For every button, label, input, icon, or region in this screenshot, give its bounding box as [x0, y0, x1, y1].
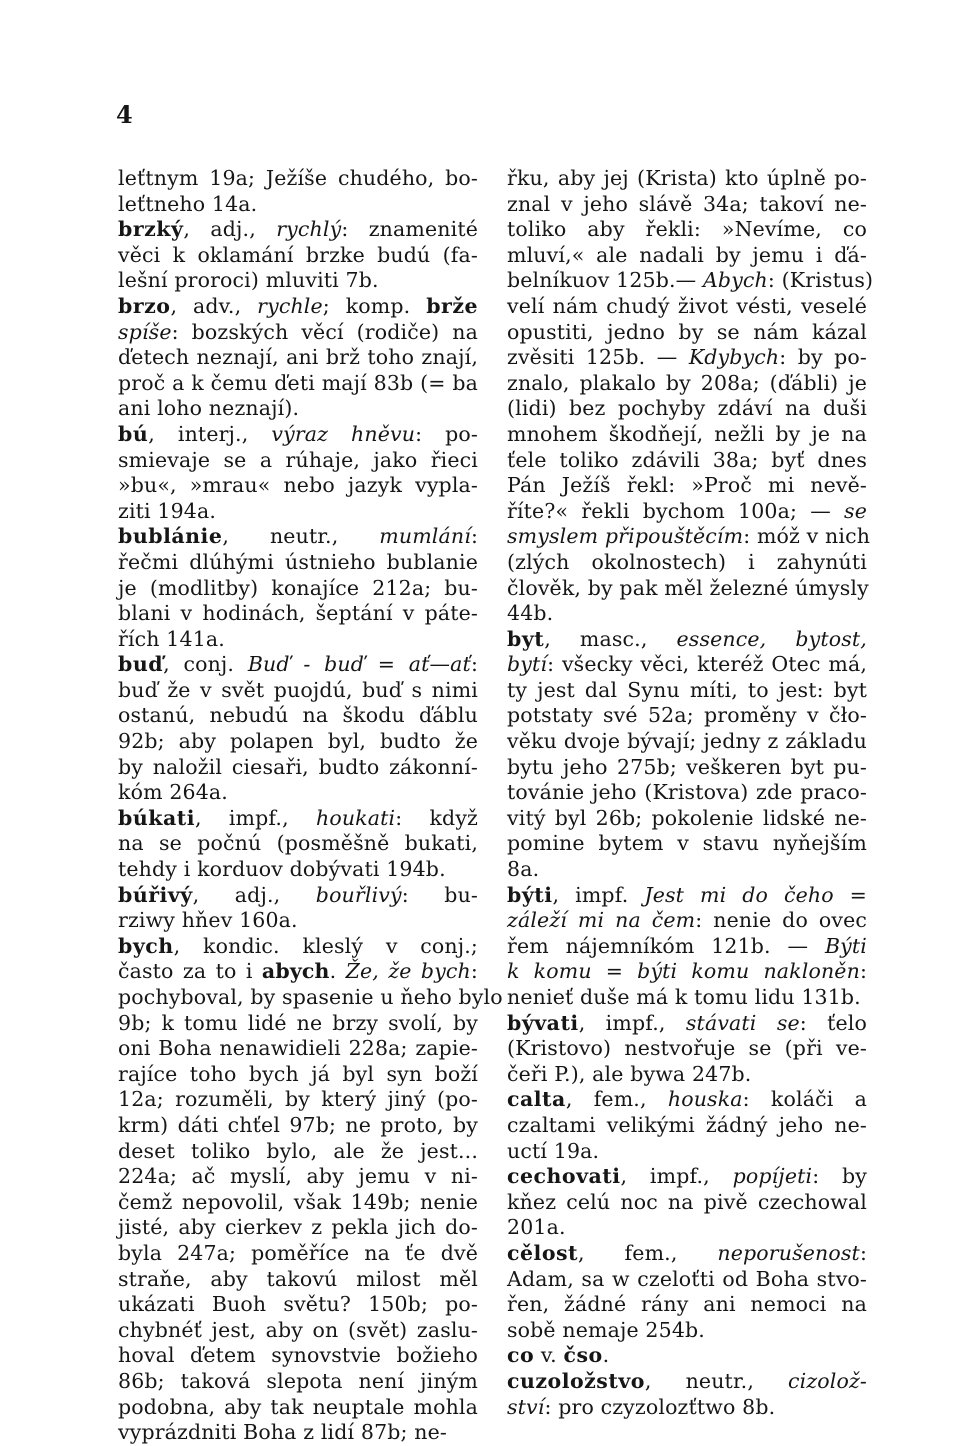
headword: cechovati — [507, 1164, 621, 1189]
text-run: : — [470, 652, 478, 677]
headword: buď — [118, 652, 164, 677]
text-run: , adj., — [183, 217, 277, 242]
text-line — [118, 550, 478, 576]
text-run: , impf. — [552, 882, 645, 907]
text-run: čeři P.), ale bywa 247b. — [507, 1061, 752, 1086]
text-run: rziwy hňev 160a. — [118, 908, 298, 933]
text-run: : všecky věci, kteréž Otec má, — [547, 652, 867, 677]
text-run: 92b; aby polapen byl, budto že — [118, 729, 478, 754]
text-line — [507, 1062, 867, 1088]
text-line — [507, 1164, 867, 1190]
text-run: řích 141a. — [118, 626, 225, 651]
text-line — [118, 448, 478, 474]
text-line — [118, 294, 478, 320]
text-run: deset toliko bylo, ale že jest... — [118, 1138, 478, 1163]
text-run: (lidi) bez pochyby zdáví na duši — [507, 396, 867, 421]
text-run: ty jest dal Synu míti, to jest: byt — [507, 677, 867, 702]
text-run: , masc., — [544, 626, 677, 651]
text-run: , impf., — [620, 1164, 733, 1189]
text-run: bytí — [507, 652, 548, 677]
left-column — [118, 166, 503, 1446]
text-run: Adam, sa w czeloťti od Boha stvo- — [507, 1266, 867, 1291]
text-run: ďetech neznají, ani brž toho znají, — [118, 345, 478, 370]
text-run: : — [470, 524, 478, 549]
text-run: nenieť duše má k tomu lidu 131b. — [507, 985, 861, 1009]
text-line — [507, 959, 867, 985]
text-line — [118, 1113, 478, 1139]
text-run: : nenie do ovec — [695, 908, 867, 933]
text-run: řem nájemníkóm 121b. — — [507, 933, 825, 958]
text-run: belníkuov 125b.— — [507, 268, 703, 293]
text-line — [507, 448, 867, 474]
text-run: : by po- — [779, 345, 867, 370]
text-run: kóm 264a. — [118, 780, 228, 805]
text-run: říte?« řekli bychom 100a; — — [507, 498, 845, 523]
text-line — [507, 320, 867, 346]
headword: co — [507, 1343, 535, 1368]
text-run: , neutr., — [222, 524, 380, 549]
text-line — [507, 1241, 867, 1267]
text-run: 201a. — [507, 1215, 566, 1240]
text-run: abych — [261, 959, 330, 984]
text-run: ostanú, nebudú na škodu ďáblu — [118, 703, 478, 728]
text-line — [118, 1395, 478, 1421]
text-line — [118, 1139, 478, 1165]
text-line — [118, 678, 478, 704]
text-run: . — [329, 959, 346, 984]
text-run: hoval ďetem synovstvie božieho — [118, 1343, 478, 1368]
text-run: člověk, by pak měl železné úmysly — [507, 575, 869, 600]
text-line — [118, 268, 478, 294]
text-run: Kdybych — [688, 345, 780, 370]
text-run: chybnéť jest, aby on (svět) zaslu- — [118, 1317, 478, 1342]
text-line — [118, 985, 503, 1011]
text-run: jisté, aby cierkev z pekla jich do- — [118, 1215, 478, 1240]
text-run: potstaty své 52a; proměny v čło- — [507, 703, 867, 728]
text-run: sobě nemaje 254b. — [507, 1317, 705, 1342]
text-run: mnohem škodňejí, nežli by je na — [507, 421, 867, 446]
text-run: straňe, aby takovú milost měl — [118, 1266, 478, 1291]
text-run: : koláči a — [742, 1087, 867, 1112]
text-line — [118, 524, 478, 550]
text-run: ťele toliko zdávili 38a; byť dnes — [507, 447, 867, 472]
headword: búřivý — [118, 882, 193, 907]
text-run: Býti — [824, 933, 867, 958]
text-run: továnie jeho (Kristova) zde praco- — [507, 780, 867, 805]
text-line — [507, 1267, 867, 1293]
text-line — [507, 831, 867, 857]
text-run: : — [470, 959, 478, 984]
text-line — [118, 1318, 478, 1344]
text-run: : pro czyzolozťtwo 8b. — [544, 1394, 776, 1419]
text-line — [118, 959, 478, 985]
text-line — [507, 550, 867, 576]
text-run: čemž nepovolil, však 149b; nenie — [118, 1189, 478, 1214]
text-run: : ťelo — [799, 1010, 868, 1035]
text-line — [507, 243, 867, 269]
text-line — [118, 192, 478, 218]
text-line — [507, 678, 867, 704]
text-run: Buď - buď = ať—ať — [247, 652, 471, 677]
text-line — [507, 652, 867, 678]
text-line — [507, 755, 867, 781]
text-run: 44b. — [507, 601, 554, 626]
text-line — [507, 1139, 867, 1165]
text-line — [507, 576, 867, 602]
text-line — [118, 243, 478, 269]
text-line — [507, 371, 867, 397]
text-line — [507, 268, 874, 294]
text-line — [118, 1292, 478, 1318]
text-run: věku dvoje bývají; jedny z základu — [507, 729, 867, 754]
text-line — [507, 396, 867, 422]
text-run: : — [859, 1240, 867, 1265]
text-line — [118, 1087, 478, 1113]
text-line — [507, 473, 867, 499]
text-run: houska — [667, 1087, 743, 1112]
text-run: popíjeti — [732, 1164, 813, 1189]
text-run: 9b; k tomu lidé ne brzy svolí, by — [118, 1010, 478, 1035]
text-run: leťtnym 19a; Ježíše chudého, bo- — [118, 166, 478, 190]
text-line — [507, 627, 867, 653]
text-run: zvěsiti 125b. — — [507, 345, 689, 370]
text-line — [507, 1190, 867, 1216]
text-line — [118, 729, 478, 755]
text-run: Pán Ježíš řekl: »Proč mi nevě- — [507, 473, 867, 498]
text-run: řen, žádné rány ani nemoci na — [507, 1292, 867, 1317]
text-line — [118, 908, 478, 934]
text-line — [507, 857, 867, 883]
text-line — [507, 1292, 867, 1318]
text-run: velí nám chudý život vésti, veselé — [507, 293, 867, 318]
text-run: záleží mi na čem — [507, 908, 696, 933]
text-run: byla 247a; poměříce na ťe dvě — [118, 1240, 478, 1265]
text-run: ; komp. — [322, 293, 427, 318]
text-run: uctí 19a. — [507, 1138, 600, 1163]
text-run: , neutr., — [644, 1368, 788, 1393]
text-run: toliko aby řekli: »Nevíme, co — [507, 217, 867, 242]
text-run: mumlání — [379, 524, 471, 549]
headword: cělost — [507, 1240, 578, 1265]
text-run: by naložil ciesaři, budto zákonní- — [118, 754, 478, 779]
text-run: essence, bytost, — [676, 626, 867, 651]
text-line — [507, 806, 867, 832]
text-line — [507, 1087, 867, 1113]
text-run: výraz hněvu — [271, 421, 416, 446]
headword: čso — [563, 1343, 603, 1368]
text-line — [118, 857, 478, 883]
text-line — [118, 883, 478, 909]
headword: bublánie — [118, 524, 223, 549]
text-line — [118, 1011, 478, 1037]
text-run: , interj., — [148, 421, 272, 446]
text-run: rajíce toho bych já byl syn boží — [118, 1061, 478, 1086]
text-line — [507, 729, 867, 755]
text-run: , impf., — [194, 805, 316, 830]
text-line — [507, 1113, 867, 1139]
text-line — [118, 780, 478, 806]
text-line — [118, 166, 478, 192]
text-line — [507, 166, 867, 192]
text-line — [118, 320, 478, 346]
text-run: , fem., — [565, 1087, 668, 1112]
text-run: : by — [812, 1164, 867, 1189]
text-run: : — [859, 959, 867, 984]
text-run: , adv., — [170, 293, 258, 318]
text-line — [507, 601, 867, 627]
text-run: Abych — [702, 268, 768, 293]
text-run: k komu = býti komu nakloněn — [507, 959, 860, 984]
page-number: 4 — [116, 100, 133, 129]
text-run: , kondic. kleslý v conj.; — [173, 933, 478, 958]
text-run: často za to i — [118, 959, 262, 984]
text-run: neporušenost — [717, 1240, 860, 1265]
text-line — [118, 1164, 478, 1190]
text-run: se — [844, 498, 867, 523]
text-line — [118, 422, 478, 448]
text-line — [118, 1036, 478, 1062]
text-run: : bozských věcí (rodiče) na — [171, 319, 478, 344]
headword: bú — [118, 421, 149, 446]
text-line — [118, 601, 478, 627]
text-run: podobna, aby tak neuptale mohla — [118, 1394, 478, 1419]
text-line — [118, 345, 478, 371]
text-line — [507, 883, 867, 909]
headword: brzký — [118, 217, 184, 242]
text-run: krm) dáti chťel 97b; ne proto, by — [118, 1112, 478, 1137]
text-line — [507, 985, 867, 1011]
headword: bývati — [507, 1010, 579, 1035]
text-run: na se počnú (posměšně bukati, — [118, 831, 478, 856]
text-line — [507, 524, 871, 550]
text-run: ani loho neznají). — [118, 396, 300, 421]
text-run: cizolož- — [787, 1368, 867, 1393]
text-run: rychlý — [276, 217, 342, 242]
text-line — [118, 473, 478, 499]
headword: brže — [426, 293, 479, 318]
text-run: vyprázdniti Boha z lidí 87b; ne- — [118, 1420, 447, 1445]
text-run: pomine bytem v stavu nyňejším — [507, 831, 867, 856]
text-line — [118, 1420, 478, 1446]
text-line — [118, 371, 478, 397]
text-run: ství — [507, 1394, 545, 1419]
text-run: czaltami velikými žádný jeho ne- — [507, 1112, 867, 1137]
text-run: řečmi dlúhými ústnieho bublanie — [118, 549, 478, 574]
text-line — [507, 294, 867, 320]
text-run: , fem., — [578, 1240, 718, 1265]
text-line — [507, 1318, 867, 1344]
text-run: blani v hodinách, šeptání v páte- — [118, 601, 478, 626]
text-line — [118, 1241, 478, 1267]
text-line — [507, 217, 867, 243]
text-line — [507, 780, 867, 806]
text-line — [118, 396, 478, 422]
text-run: , impf., — [578, 1010, 686, 1035]
headword: brzo — [118, 293, 171, 318]
headword: calta — [507, 1087, 566, 1112]
text-run: 12a; rozuměli, by který jiný (po- — [118, 1087, 478, 1112]
text-run: , conj. — [163, 652, 248, 677]
text-run: proč a k čemu ďeti mají 83b (= ba — [118, 370, 478, 395]
text-run: smievaje se a rúhaje, jako řieci — [118, 447, 478, 472]
text-run: : po- — [415, 421, 478, 446]
text-line — [118, 499, 478, 525]
text-line — [507, 1036, 867, 1062]
text-run: oni Boha nenawidieli 228a; zapie- — [118, 1036, 478, 1061]
text-line — [118, 934, 478, 960]
text-line — [118, 1369, 478, 1395]
text-run: opustiti, jedno by se nám kázal — [507, 319, 867, 344]
text-line — [507, 703, 867, 729]
text-run: leťtneho 14a. — [118, 191, 258, 216]
text-line — [507, 1395, 867, 1421]
text-run: bytu jeho 275b; veškeren byt pu- — [507, 754, 867, 779]
right-column — [507, 166, 874, 1420]
text-run: ziti 194a. — [118, 498, 217, 523]
headword: byt — [507, 626, 545, 651]
text-run: , adj., — [192, 882, 316, 907]
text-run: smyslem připouštěcím — [507, 524, 744, 549]
text-run: »bu«, »mrau« nebo jazyk vypla- — [118, 473, 478, 498]
text-run: vitý byl 26b; pokolenie lidské ne- — [507, 805, 867, 830]
text-line — [507, 499, 867, 525]
headword: cuzoložstvo — [507, 1368, 645, 1393]
headword: býti — [507, 882, 553, 907]
text-run: 224a; ač myslí, aby jemu v ni- — [118, 1164, 478, 1189]
headword: búkati — [118, 805, 195, 830]
text-line — [507, 1215, 867, 1241]
text-line — [118, 1343, 478, 1369]
text-run: v. — [534, 1343, 564, 1368]
text-run: (zlých okolnostech) i zahynúti — [507, 549, 867, 574]
text-run: je (modlitby) konajíce 212a; bu- — [118, 575, 478, 600]
text-run: buď že v svět puojdú, buď s nimi — [118, 677, 478, 702]
text-line — [118, 806, 478, 832]
text-run: rychle — [257, 293, 323, 318]
text-run: : móž v nich — [743, 524, 871, 549]
text-line — [507, 934, 867, 960]
text-line — [118, 652, 478, 678]
text-line — [118, 1190, 478, 1216]
text-run: lešní proroci) mluviti 7b. — [118, 268, 379, 293]
headword: bych — [118, 933, 174, 958]
text-run: (Kristovo) nestvořuje se (při ve- — [507, 1036, 867, 1061]
text-run: znal v jeho slávě 34a; takoví ne- — [507, 191, 867, 216]
text-run: : znamenité — [341, 217, 479, 242]
text-line — [507, 1369, 867, 1395]
text-run: Jest mi do čeho = — [644, 882, 867, 907]
text-line — [507, 1343, 867, 1369]
text-line — [507, 1011, 867, 1037]
text-line — [507, 345, 867, 371]
text-run: 86b; taková slepota není jiným — [118, 1368, 478, 1393]
text-line — [118, 576, 478, 602]
text-run: pochyboval, by spasenie u ňeho bylo — [118, 985, 503, 1009]
text-run: ukázati Buoh světu? 150b; po- — [118, 1292, 478, 1317]
text-run: : bu- — [401, 882, 478, 907]
text-run: věci k oklamání brzke budú (fa- — [118, 242, 478, 267]
text-run: řku, aby jej (Krista) kto úplně po- — [507, 166, 867, 190]
text-line — [118, 755, 478, 781]
text-run: 8a. — [507, 857, 540, 882]
text-run: spíše — [118, 319, 172, 344]
text-line — [118, 1215, 478, 1241]
text-run: : když — [395, 805, 478, 830]
text-run: znalo, plakalo by 208a; (ďábli) je — [507, 370, 867, 395]
text-run: : (Kristus) — [767, 268, 874, 293]
text-line — [507, 192, 867, 218]
text-run: mluví,« ale nadali by jemu i ďá- — [507, 242, 867, 267]
text-line — [118, 1062, 478, 1088]
text-line — [118, 627, 478, 653]
text-line — [507, 908, 867, 934]
text-run: Že, že bych — [345, 959, 471, 984]
text-run: . — [602, 1343, 610, 1368]
text-run: kňez celú noc na pivě czechowal — [507, 1189, 867, 1214]
text-run: stávati se — [685, 1010, 800, 1035]
text-run: houkati — [315, 805, 396, 830]
text-line — [118, 703, 478, 729]
text-line — [507, 422, 867, 448]
text-run: bouřlivý — [315, 882, 402, 907]
text-line — [118, 1267, 478, 1293]
text-line — [118, 217, 478, 243]
text-line — [118, 831, 478, 857]
text-run: tehdy i korduov dobývati 194b. — [118, 857, 446, 882]
